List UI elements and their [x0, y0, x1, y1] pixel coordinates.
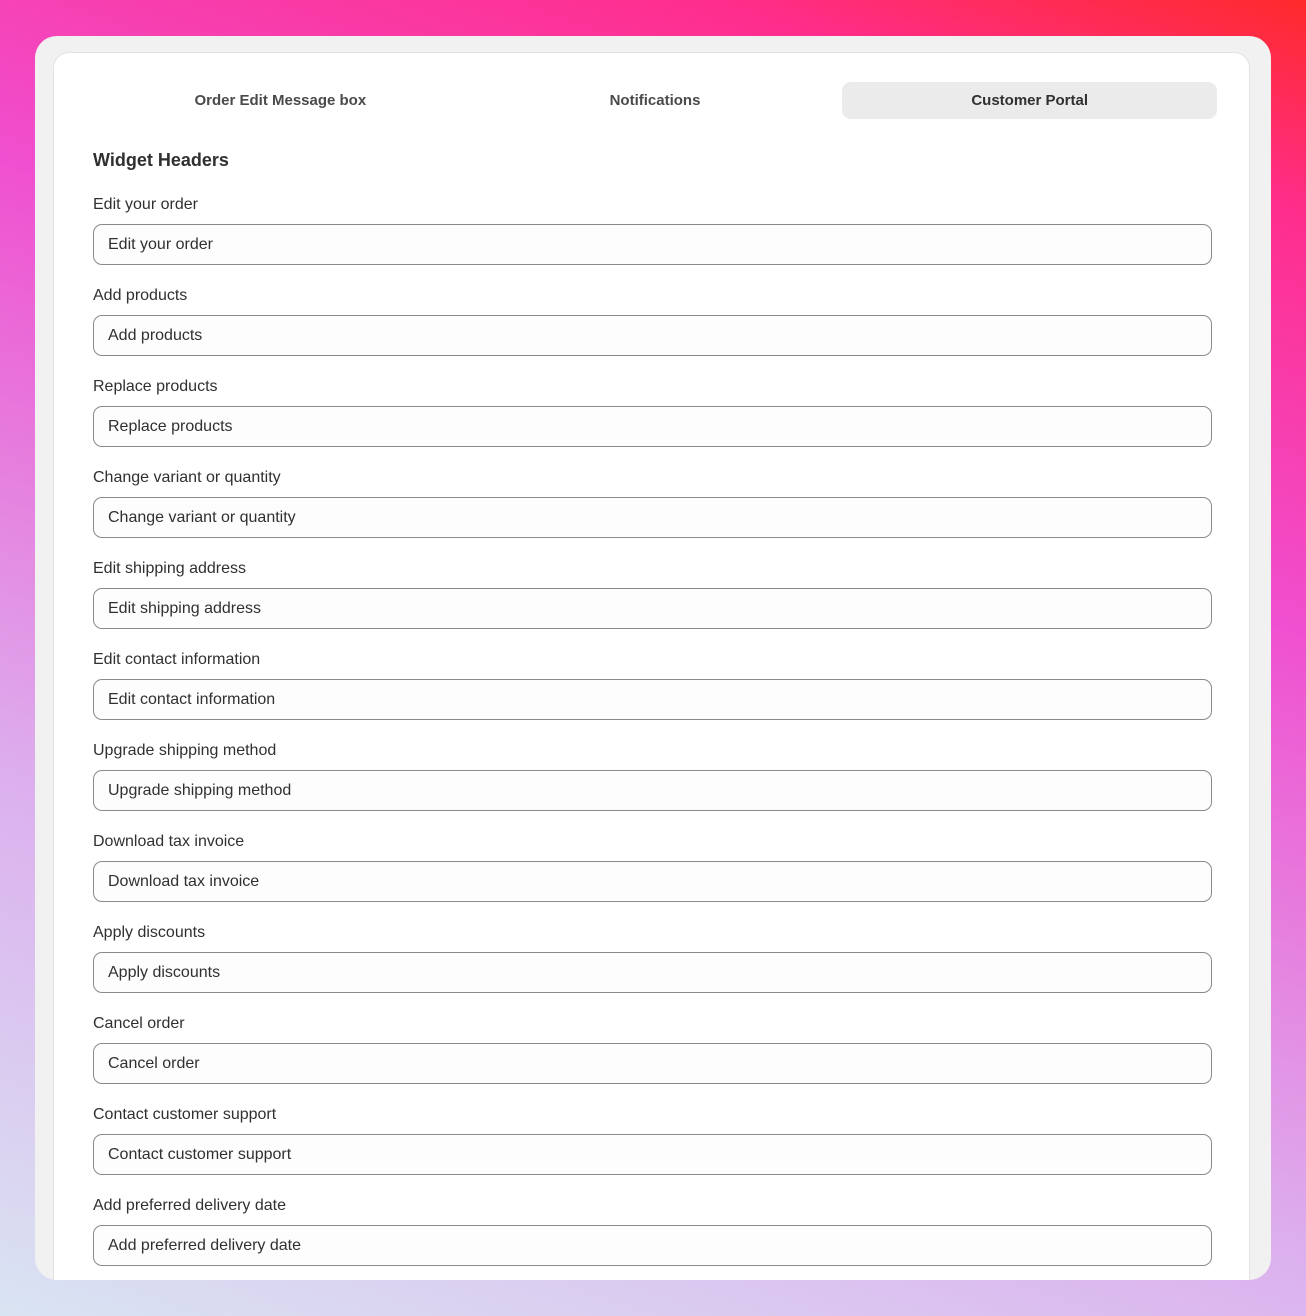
form-field [93, 559, 1212, 650]
form-field [93, 832, 1212, 923]
field-label: Add products [93, 287, 188, 304]
form-field [93, 650, 1212, 741]
tab-notifications[interactable]: Notifications [609, 92, 701, 109]
field-label: Upgrade shipping method [93, 742, 277, 759]
form-field [93, 1105, 1212, 1196]
field-input[interactable] [93, 770, 1212, 811]
field-label: Change variant or quantity [93, 469, 281, 486]
settings-panel [35, 36, 1271, 1280]
field-input[interactable] [93, 588, 1212, 629]
field-input[interactable] [93, 861, 1212, 902]
form-field [93, 195, 1212, 286]
field-label: Edit shipping address [93, 560, 246, 577]
form-field [93, 286, 1212, 377]
field-label: Apply discounts [93, 924, 206, 941]
tab-bar [93, 82, 1217, 119]
field-input[interactable] [93, 315, 1212, 356]
field-label: Contact customer support [93, 1106, 277, 1123]
tab-customer-portal[interactable]: Customer Portal [842, 82, 1217, 119]
tab-order-edit-message-box[interactable]: Order Edit Message box [194, 92, 367, 109]
field-label: Replace products [93, 378, 218, 395]
field-label: Edit contact information [93, 651, 261, 668]
form-field [93, 468, 1212, 559]
field-input[interactable] [93, 1134, 1212, 1175]
form-field [93, 1196, 1212, 1280]
form-field [93, 1014, 1212, 1105]
widget-header-fields [93, 195, 1212, 1280]
field-label: Add preferred delivery date [93, 1197, 286, 1214]
field-input[interactable] [93, 497, 1212, 538]
form-field [93, 377, 1212, 468]
section-title: Widget Headers [93, 150, 229, 170]
field-label: Edit your order [93, 196, 198, 213]
field-input[interactable] [93, 1043, 1212, 1084]
field-label: Download tax invoice [93, 833, 245, 850]
field-input[interactable] [93, 406, 1212, 447]
field-input[interactable] [93, 679, 1212, 720]
field-label: Cancel order [93, 1015, 185, 1032]
form-field [93, 741, 1212, 832]
form-field [93, 923, 1212, 1014]
field-input[interactable] [93, 224, 1212, 265]
field-input[interactable] [93, 952, 1212, 993]
field-input[interactable] [93, 1225, 1212, 1266]
settings-card [53, 52, 1250, 1280]
